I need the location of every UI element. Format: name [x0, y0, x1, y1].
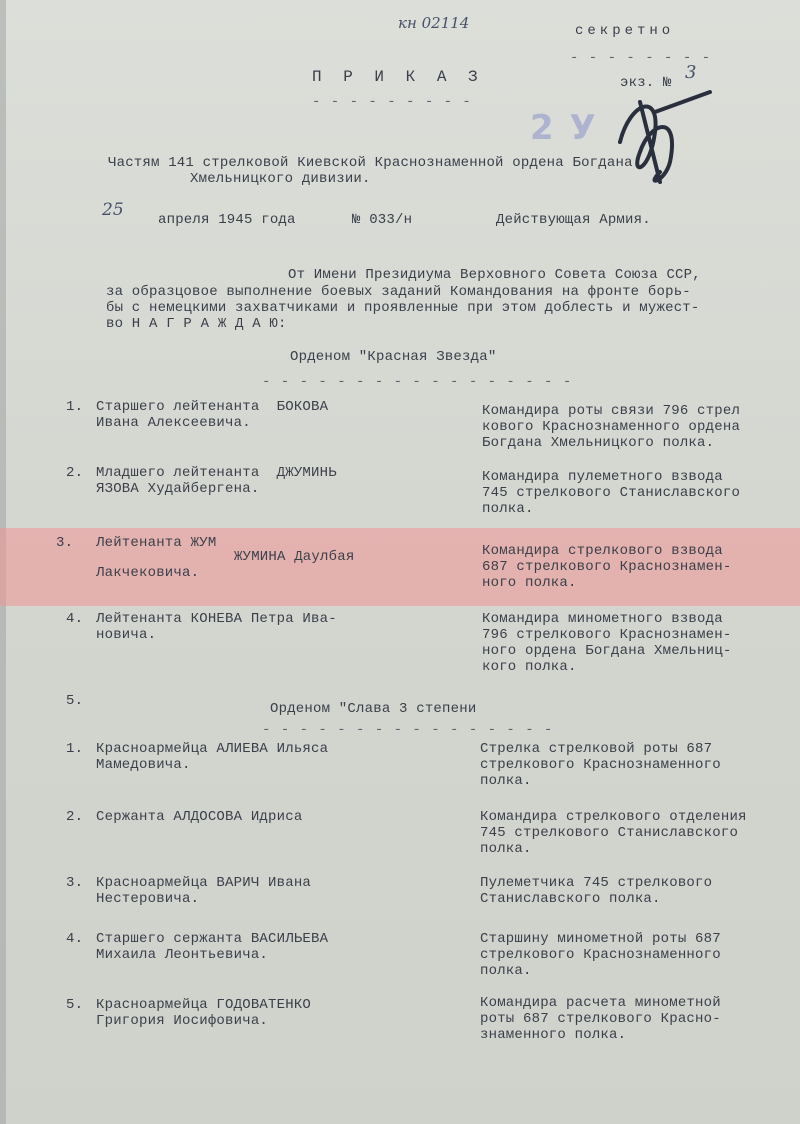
list-item-number: 3.	[56, 535, 74, 551]
section-1-underline: - - - - - - - - - - - - - - - - -	[262, 374, 573, 390]
list-item-position: полка.	[480, 841, 532, 857]
list-item-position: Командира стрелкового отделения	[480, 809, 747, 825]
list-item-position: Старшину минометной роты 687	[480, 931, 721, 947]
list-item-position: полка.	[480, 773, 532, 789]
list-item-position: кого полка.	[482, 659, 577, 675]
list-item-name-cont: Лакчековича.	[96, 565, 200, 581]
list-item-number: 1.	[66, 741, 84, 757]
section-1-title: Орденом "Красная Звезда"	[290, 349, 497, 365]
list-item-position: полка.	[480, 963, 532, 979]
list-item-position: Командира роты связи 796 стрел	[482, 403, 741, 419]
list-item-number: 5.	[66, 997, 84, 1013]
list-item-name: Красноармейца ВАРИЧ Ивана	[96, 875, 312, 891]
list-item-number: 1.	[66, 399, 84, 415]
list-item-name-cont: Мамедовича.	[96, 757, 191, 773]
ref-number: кн 02114	[398, 14, 470, 32]
list-item-name: Красноармейца ГОДОВАТЕНКО	[96, 997, 312, 1013]
preamble-line-1: От Имени Президиума Верховного Совета Союза ССР,	[288, 267, 701, 283]
list-item-position: Командира расчета минометной	[480, 995, 721, 1011]
list-item-number: 3.	[66, 875, 84, 891]
list-item-name-cont: новича.	[96, 627, 157, 643]
list-item-position: ного ордена Богдана Хмельниц-	[482, 643, 732, 659]
list-item-position: Богдана Хмельницкого полка.	[482, 435, 715, 451]
list-item-number: 4.	[66, 931, 84, 947]
list-item-position: 796 стрелкового Краснознамен-	[482, 627, 732, 643]
list-item-name: Младшего лейтенанта ДЖУМИНЬ	[96, 465, 337, 481]
list-item-name-corrected: ЖУМИНА Даулбая	[234, 549, 355, 565]
copy-number: 3	[685, 62, 697, 83]
list-item-name-cont: ЯЗОВА Худайбергена.	[96, 481, 260, 497]
list-item-name-cont: Михаила Леонтьевича.	[96, 947, 269, 963]
list-item-position: Стрелка стрелковой роты 687	[480, 741, 713, 757]
date-day: 25	[102, 200, 124, 220]
preamble-line-4: во Н А Г Р А Ж Д А Ю:	[106, 316, 287, 332]
title-underline: - - - - - - - - -	[312, 94, 472, 110]
list-item-position: 745 стрелкового Станиславского	[480, 825, 739, 841]
list-item-position: 687 стрелкового Краснознамен-	[482, 559, 732, 575]
list-item-position: знаменного полка.	[480, 1027, 627, 1043]
list-item-name: Лейтенанта ЖУМ	[96, 535, 217, 551]
list-item-number: 4.	[66, 611, 84, 627]
list-item-position: полка.	[482, 501, 534, 517]
stamp-mark: 2 У	[530, 108, 598, 148]
order-number: № 033/н	[352, 212, 413, 228]
preamble-line-3: бы с немецкими захватчиками и проявленные при этом доблесть и мужест-	[106, 300, 700, 316]
list-item-name-cont: Нестеровича.	[96, 891, 200, 907]
list-item-position: Командира пулеметного взвода	[482, 469, 723, 485]
copy-label: экз. №	[620, 75, 672, 91]
list-item-position: 745 стрелкового Станиславского	[482, 485, 741, 501]
addressee-line-1: Частям 141 стрелковой Киевской Краснознаменной ордена Богдана	[108, 155, 633, 171]
list-item-position: стрелкового Краснознаменного	[480, 757, 721, 773]
list-item-number: 2.	[66, 465, 84, 481]
page-title: П Р И К А З	[312, 68, 484, 86]
list-item-name: Старшего лейтенанта БОКОВА	[96, 399, 329, 415]
list-item-position: Станиславского полка.	[480, 891, 661, 907]
list-item-position: Пулеметчика 745 стрелкового	[480, 875, 713, 891]
section-2-underline: - - - - - - - - - - - - - - - -	[262, 722, 554, 738]
preamble-line-2: за образцовое выполнение боевых заданий Командования на фронте борь-	[106, 284, 691, 300]
location-text: Действующая Армия.	[496, 212, 651, 228]
date-text: апреля 1945 года	[158, 212, 296, 228]
list-item-position: Командира стрелкового взвода	[482, 543, 723, 559]
list-item-position: роты 687 стрелкового Красно-	[480, 1011, 721, 1027]
section-mark: 5.	[66, 693, 84, 709]
list-item-name-cont: Григория Иосифовича.	[96, 1013, 269, 1029]
list-item-name: Лейтенанта КОНЕВА Петра Ива-	[96, 611, 337, 627]
secret-underline: - - - - - - - -	[570, 50, 712, 66]
list-item-name: Сержанта АЛДОСОВА Идриса	[96, 809, 303, 825]
addressee-line-2: Хмельницкого дивизии.	[190, 171, 371, 187]
secret-label: секретно	[575, 23, 675, 39]
list-item-number: 2.	[66, 809, 84, 825]
section-2-title: Орденом "Слава 3 степени	[270, 701, 477, 717]
list-item-position: ного полка.	[482, 575, 577, 591]
signature-icon	[600, 82, 720, 192]
list-item-name: Старшего сержанта ВАСИЛЬЕВА	[96, 931, 329, 947]
list-item-name-cont: Ивана Алексеевича.	[96, 415, 251, 431]
list-item-position: кового Краснознаменного ордена	[482, 419, 741, 435]
list-item-name: Красноармейца АЛИЕВА Ильяса	[96, 741, 329, 757]
list-item-position: Командира минометного взвода	[482, 611, 723, 627]
list-item-position: стрелкового Краснознаменного	[480, 947, 721, 963]
